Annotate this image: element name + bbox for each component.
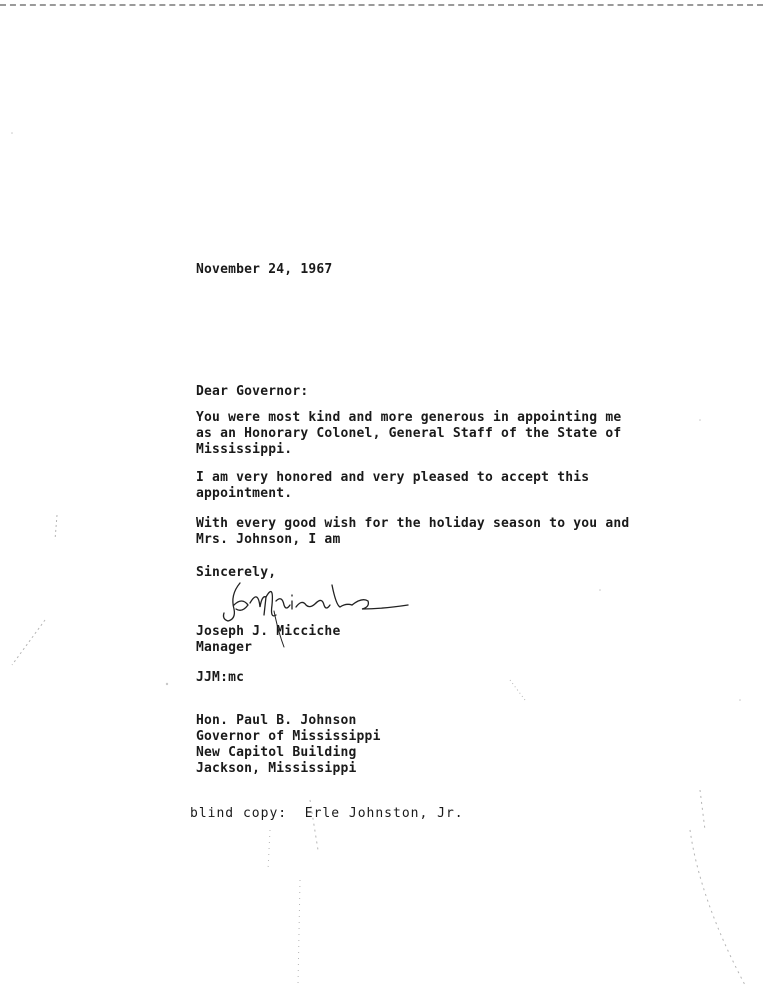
recipient-line-1: Hon. Paul B. Johnson [196, 713, 357, 728]
paragraph-2-line-1: I am very honored and very pleased to accept this [196, 470, 590, 485]
recipient-line-2: Governor of Mississippi [196, 729, 381, 744]
salutation: Dear Governor: [196, 384, 309, 399]
paragraph-1-line-1: You were most kind and more generous in appointing me [196, 410, 622, 425]
recipient-line-3: New Capitol Building [196, 745, 357, 760]
closing: Sincerely, [196, 565, 277, 580]
paragraph-1-line-3: Mississippi. [196, 442, 293, 457]
paragraph-1-line-2: as an Honorary Colonel, General Staff of the State of [196, 426, 622, 441]
signer-title: Manager [196, 640, 253, 655]
signer-name: Joseph J. Micciche [196, 624, 341, 639]
paragraph-3-line-2: Mrs. Johnson, I am [196, 532, 341, 547]
letter-date: November 24, 1967 [196, 262, 333, 277]
blind-copy-line: blind copy: Erle Johnston, Jr. [190, 806, 464, 821]
recipient-line-4: Jackson, Mississippi [196, 761, 357, 776]
typist-initials: JJM:mc [196, 670, 245, 685]
paragraph-2-line-2: appointment. [196, 486, 293, 501]
paragraph-3-line-1: With every good wish for the holiday season to you and [196, 516, 630, 531]
